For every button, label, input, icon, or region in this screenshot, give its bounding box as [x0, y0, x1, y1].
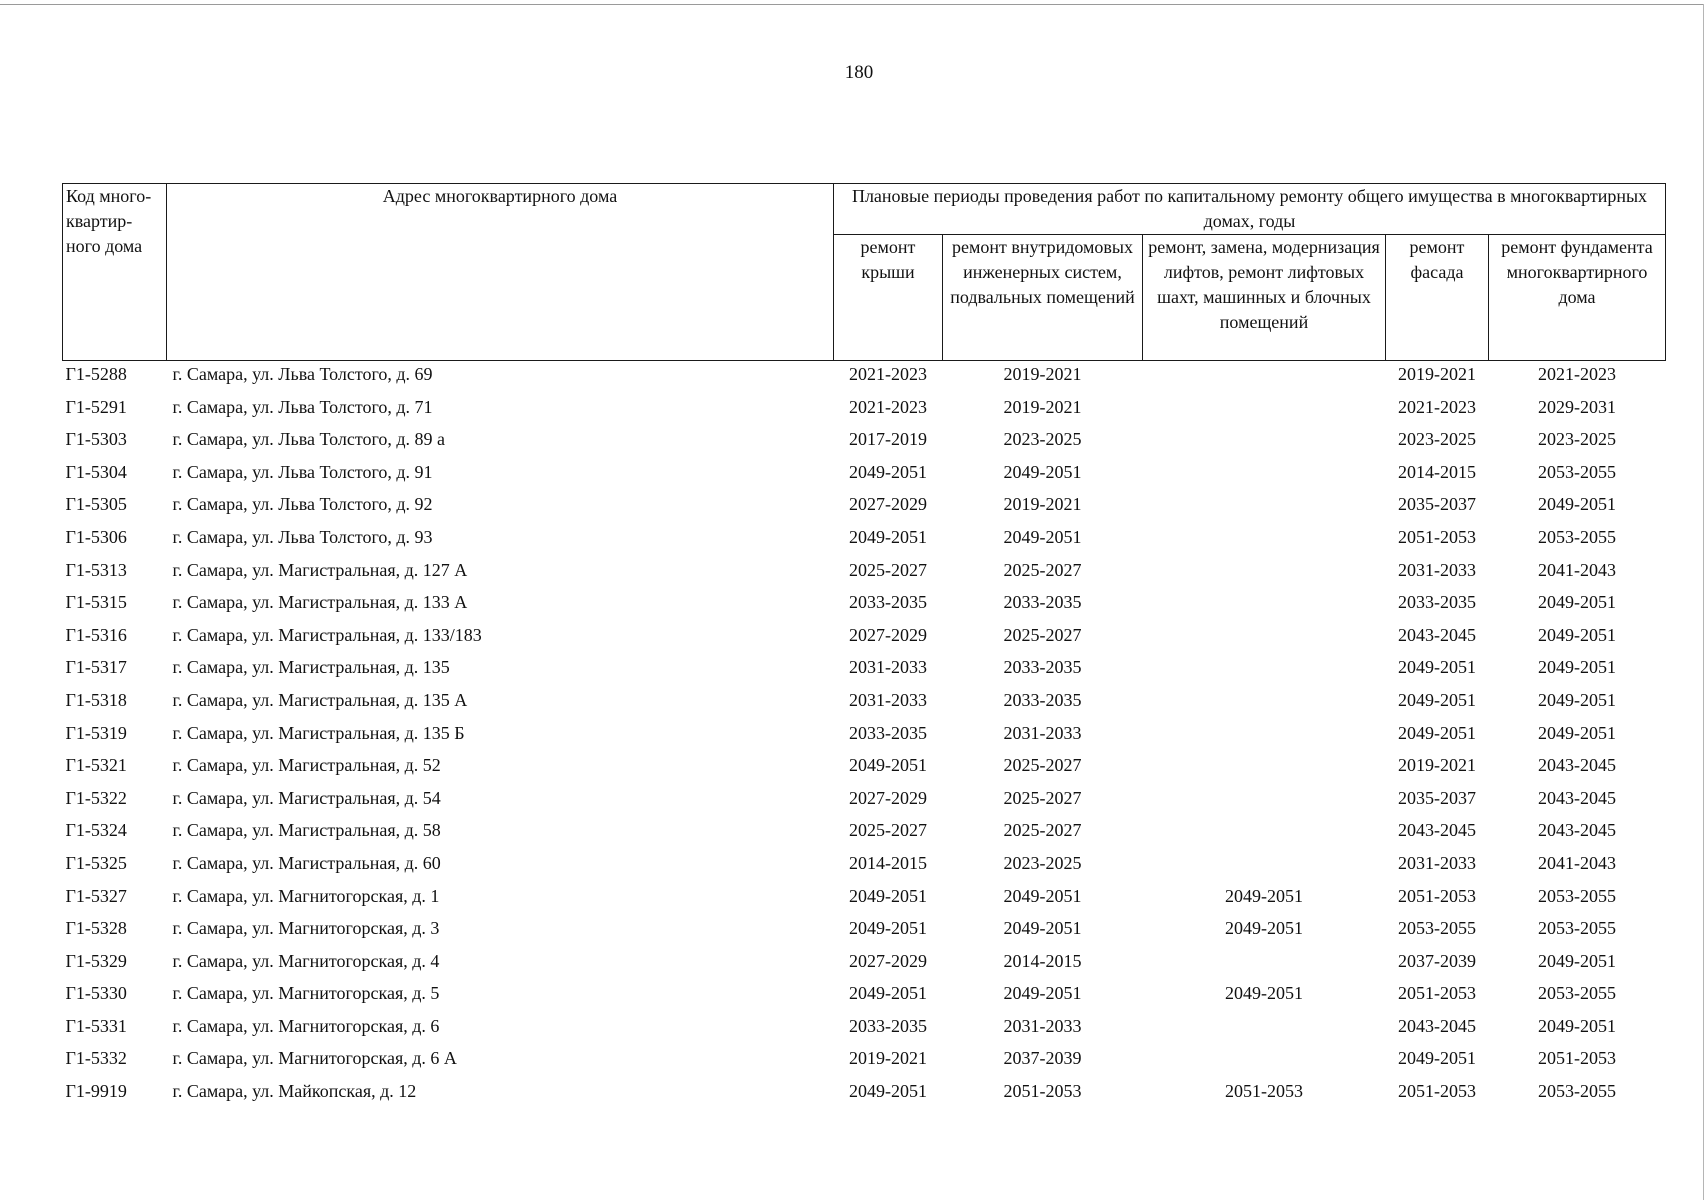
cell-roof: 2021-2023	[849, 396, 927, 417]
cell-foundation: 2049-2051	[1538, 1015, 1616, 1036]
cell-foundation: 2053-2055	[1538, 885, 1616, 906]
cell-elevators	[1143, 1045, 1386, 1078]
cell-roof: 2049-2051	[849, 918, 927, 939]
scan-edge-top	[0, 4, 1704, 5]
cell-facade: 2031-2033	[1398, 852, 1476, 873]
cell-foundation: 2043-2045	[1538, 820, 1616, 841]
cell-facade: 2043-2045	[1398, 820, 1476, 841]
cell-roof: 2021-2023	[849, 364, 927, 384]
cell-code: Г1-5332	[65, 1048, 127, 1069]
cell-engineering: 2025-2027	[1003, 559, 1082, 580]
cell-roof: 2027-2029	[849, 950, 927, 971]
table-row	[63, 687, 1666, 720]
header-periods-group: Плановые периоды проведения работ по капитальному ремонту общего имущества в многоквартирных домах, годы	[834, 184, 1666, 235]
table-row	[63, 785, 1666, 818]
cell-elevators	[1143, 850, 1386, 883]
cell-code: Г1-5321	[65, 755, 127, 776]
cell-engineering: 2037-2039	[1003, 1048, 1082, 1069]
cell-roof: 2031-2033	[849, 657, 927, 678]
cell-facade: 2023-2025	[1398, 429, 1476, 450]
page-number: 180	[844, 62, 874, 83]
cell-facade: 2051-2053	[1398, 983, 1476, 1004]
cell-address: г. Самара, ул. Магнитогорская, д. 1	[172, 885, 440, 906]
table-row	[63, 1045, 1666, 1078]
header-address: Адрес многоквартирного дома	[167, 184, 834, 361]
cell-engineering: 2019-2021	[1003, 364, 1082, 384]
cell-engineering: 2014-2015	[1003, 950, 1082, 971]
cell-roof: 2027-2029	[849, 494, 927, 515]
cell-address: г. Самара, ул. Магистральная, д. 135 А	[172, 689, 468, 710]
cell-engineering: 2049-2051	[1003, 983, 1082, 1004]
cell-engineering: 2025-2027	[1003, 820, 1082, 841]
cell-code: Г1-5316	[65, 624, 127, 645]
cell-foundation: 2043-2045	[1538, 787, 1616, 808]
cell-address: г. Самара, ул. Магнитогорская, д. 4	[172, 950, 440, 971]
table-row	[63, 589, 1666, 622]
cell-foundation: 2043-2045	[1538, 755, 1616, 776]
cell-foundation: 2049-2051	[1538, 624, 1616, 645]
cell-address: г. Самара, ул. Магистральная, д. 54	[172, 787, 441, 808]
cell-address: г. Самара, ул. Магнитогорская, д. 3	[172, 918, 440, 939]
table-row	[63, 426, 1666, 459]
cell-engineering: 2025-2027	[1003, 787, 1082, 808]
cell-elevators	[1143, 459, 1386, 492]
table-row	[63, 1013, 1666, 1046]
cell-elevators	[1143, 817, 1386, 850]
table-row	[63, 394, 1666, 427]
cell-address: г. Самара, ул. Майкопская, д. 12	[172, 1081, 417, 1102]
capital-repair-table	[62, 183, 1666, 1111]
cell-address: г. Самара, ул. Магистральная, д. 127 А	[172, 559, 468, 580]
cell-engineering: 2023-2025	[1003, 852, 1082, 873]
cell-elevators	[1143, 394, 1386, 427]
cell-code: Г1-5322	[65, 787, 127, 808]
cell-roof: 2033-2035	[849, 722, 927, 743]
cell-address: г. Самара, ул. Льва Толстого, д. 89 а	[172, 429, 446, 450]
cell-roof: 2019-2021	[849, 1048, 927, 1069]
cell-address: г. Самара, ул. Магнитогорская, д. 6	[172, 1015, 440, 1036]
cell-address: г. Самара, ул. Льва Толстого, д. 93	[172, 526, 433, 547]
cell-engineering: 2033-2035	[1003, 592, 1082, 613]
cell-code: Г1-9919	[65, 1081, 127, 1102]
table-row	[63, 491, 1666, 524]
cell-engineering: 2049-2051	[1003, 526, 1082, 547]
cell-roof: 2049-2051	[849, 461, 927, 482]
cell-address: г. Самара, ул. Магистральная, д. 60	[172, 852, 441, 873]
cell-facade: 2049-2051	[1398, 722, 1476, 743]
cell-roof: 2049-2051	[849, 983, 927, 1004]
cell-facade: 2019-2021	[1398, 364, 1476, 384]
cell-roof: 2027-2029	[849, 624, 927, 645]
cell-elevators	[1143, 557, 1386, 590]
cell-foundation: 2053-2055	[1538, 983, 1616, 1004]
cell-facade: 2049-2051	[1398, 657, 1476, 678]
table-row	[63, 361, 1666, 394]
cell-facade: 2031-2033	[1398, 559, 1476, 580]
cell-elevators	[1143, 589, 1386, 622]
cell-foundation: 2041-2043	[1538, 852, 1616, 873]
cell-facade: 2049-2051	[1398, 1048, 1476, 1069]
cell-foundation: 2049-2051	[1538, 689, 1616, 710]
cell-code: Г1-5329	[65, 950, 127, 971]
cell-engineering: 2031-2033	[1003, 1015, 1082, 1036]
cell-elevators	[1143, 720, 1386, 753]
cell-engineering: 2049-2051	[1003, 918, 1082, 939]
cell-elevators	[1143, 361, 1386, 394]
cell-engineering: 2049-2051	[1003, 461, 1082, 482]
table-body	[63, 361, 1666, 1111]
cell-elevators	[1143, 948, 1386, 981]
cell-foundation: 2049-2051	[1538, 592, 1616, 613]
header-foundation: ремонт фундамента многоквартирного дома	[1489, 235, 1666, 361]
header-facade: ремонт фасада	[1386, 235, 1489, 361]
cell-roof: 2014-2015	[849, 852, 927, 873]
cell-engineering: 2025-2027	[1003, 624, 1082, 645]
cell-code: Г1-5327	[65, 885, 127, 906]
cell-code: Г1-5304	[65, 461, 127, 482]
cell-elevators	[1143, 687, 1386, 720]
cell-foundation: 2029-2031	[1538, 396, 1616, 417]
cell-code: Г1-5305	[65, 494, 127, 515]
cell-engineering: 2051-2053	[1003, 1081, 1082, 1102]
cell-engineering: 2033-2035	[1003, 657, 1082, 678]
cell-roof: 2049-2051	[849, 885, 927, 906]
cell-engineering: 2019-2021	[1003, 494, 1082, 515]
cell-code: Г1-5313	[65, 559, 127, 580]
cell-facade: 2021-2023	[1398, 396, 1476, 417]
cell-facade: 2051-2053	[1398, 885, 1476, 906]
cell-elevators	[1143, 622, 1386, 655]
table-row	[63, 459, 1666, 492]
cell-foundation: 2021-2023	[1538, 364, 1616, 384]
cell-foundation: 2053-2055	[1538, 461, 1616, 482]
cell-elevators	[1143, 785, 1386, 818]
cell-elevators	[1143, 491, 1386, 524]
cell-address: г. Самара, ул. Магистральная, д. 133 А	[172, 592, 468, 613]
table-row	[63, 915, 1666, 948]
cell-address: г. Самара, ул. Магнитогорская, д. 6 А	[172, 1048, 457, 1069]
cell-engineering: 2049-2051	[1003, 885, 1082, 906]
cell-foundation: 2053-2055	[1538, 1081, 1616, 1102]
table-row	[63, 883, 1666, 916]
cell-roof: 2017-2019	[849, 429, 927, 450]
table-row	[63, 752, 1666, 785]
cell-foundation: 2049-2051	[1538, 950, 1616, 971]
cell-engineering: 2033-2035	[1003, 689, 1082, 710]
cell-roof: 2049-2051	[849, 526, 927, 547]
cell-roof: 2049-2051	[849, 1081, 927, 1102]
cell-address: г. Самара, ул. Льва Толстого, д. 92	[172, 494, 433, 515]
cell-code: Г1-5328	[65, 918, 127, 939]
cell-code: Г1-5330	[65, 983, 127, 1004]
cell-engineering: 2025-2027	[1003, 755, 1082, 776]
table-row	[63, 817, 1666, 850]
cell-address: г. Самара, ул. Магистральная, д. 58	[172, 820, 441, 841]
cell-code: Г1-5317	[65, 657, 127, 678]
cell-foundation: 2053-2055	[1538, 918, 1616, 939]
cell-code: Г1-5315	[65, 592, 127, 613]
cell-roof: 2025-2027	[849, 820, 927, 841]
cell-code: Г1-5291	[65, 396, 127, 417]
table-row	[63, 654, 1666, 687]
table-row	[63, 622, 1666, 655]
cell-facade: 2049-2051	[1398, 689, 1476, 710]
cell-roof: 2025-2027	[849, 559, 927, 580]
cell-elevators: 2049-2051	[1225, 885, 1303, 906]
cell-engineering: 2023-2025	[1003, 429, 1082, 450]
table-row	[63, 557, 1666, 590]
cell-address: г. Самара, ул. Льва Толстого, д. 91	[172, 461, 433, 482]
cell-address: г. Самара, ул. Магистральная, д. 133/183	[172, 624, 482, 645]
cell-foundation: 2049-2051	[1538, 657, 1616, 678]
cell-code: Г1-5325	[65, 852, 127, 873]
cell-foundation: 2041-2043	[1538, 559, 1616, 580]
cell-facade: 2051-2053	[1398, 526, 1476, 547]
table-row	[63, 980, 1666, 1013]
cell-elevators: 2049-2051	[1225, 918, 1303, 939]
table-row	[63, 948, 1666, 981]
cell-facade: 2051-2053	[1398, 1081, 1476, 1102]
cell-code: Г1-5319	[65, 722, 127, 743]
cell-facade: 2053-2055	[1398, 918, 1476, 939]
cell-foundation: 2049-2051	[1538, 722, 1616, 743]
cell-roof: 2027-2029	[849, 787, 927, 808]
table-header	[63, 184, 1666, 361]
cell-facade: 2014-2015	[1398, 461, 1476, 482]
cell-code: Г1-5318	[65, 689, 127, 710]
header-engineering: ремонт внутридомовых инженерных систем, подвальных помещений	[943, 235, 1143, 361]
cell-address: г. Самара, ул. Магистральная, д. 52	[172, 755, 441, 776]
cell-elevators	[1143, 426, 1386, 459]
header-elevators: ремонт, замена, модернизация лифтов, ремонт лифтовых шахт, машинных и блочных помещений	[1143, 235, 1386, 361]
cell-code: Г1-5324	[65, 820, 127, 841]
header-roof: ремонт крыши	[834, 235, 943, 361]
cell-elevators	[1143, 752, 1386, 785]
cell-code: Г1-5303	[65, 429, 127, 450]
cell-address: г. Самара, ул. Магнитогорская, д. 5	[172, 983, 440, 1004]
cell-facade: 2035-2037	[1398, 787, 1476, 808]
cell-address: г. Самара, ул. Льва Толстого, д. 69	[172, 364, 433, 384]
table-row	[63, 524, 1666, 557]
header-code: Код много-квартир-ного дома	[63, 184, 167, 361]
cell-roof: 2049-2051	[849, 755, 927, 776]
cell-engineering: 2019-2021	[1003, 396, 1082, 417]
cell-roof: 2031-2033	[849, 689, 927, 710]
table-row	[63, 720, 1666, 753]
cell-address: г. Самара, ул. Магистральная, д. 135 Б	[172, 722, 465, 743]
cell-facade: 2033-2035	[1398, 592, 1476, 613]
cell-engineering: 2031-2033	[1003, 722, 1082, 743]
table-row	[63, 850, 1666, 883]
cell-facade: 2035-2037	[1398, 494, 1476, 515]
cell-elevators: 2049-2051	[1225, 983, 1303, 1004]
cell-roof: 2033-2035	[849, 592, 927, 613]
cell-address: г. Самара, ул. Магистральная, д. 135	[172, 657, 450, 678]
cell-facade: 2043-2045	[1398, 624, 1476, 645]
cell-foundation: 2049-2051	[1538, 494, 1616, 515]
cell-code: Г1-5331	[65, 1015, 127, 1036]
cell-facade: 2043-2045	[1398, 1015, 1476, 1036]
cell-roof: 2033-2035	[849, 1015, 927, 1036]
cell-facade: 2037-2039	[1398, 950, 1476, 971]
cell-elevators	[1143, 524, 1386, 557]
cell-elevators	[1143, 654, 1386, 687]
cell-foundation: 2051-2053	[1538, 1048, 1616, 1069]
cell-elevators	[1143, 1013, 1386, 1046]
table-row	[63, 1078, 1666, 1111]
cell-facade: 2019-2021	[1398, 755, 1476, 776]
cell-address: г. Самара, ул. Льва Толстого, д. 71	[172, 396, 433, 417]
cell-elevators: 2051-2053	[1225, 1081, 1303, 1102]
cell-foundation: 2053-2055	[1538, 526, 1616, 547]
cell-code: Г1-5306	[65, 526, 127, 547]
cell-foundation: 2023-2025	[1538, 429, 1616, 450]
cell-code: Г1-5288	[65, 364, 127, 384]
